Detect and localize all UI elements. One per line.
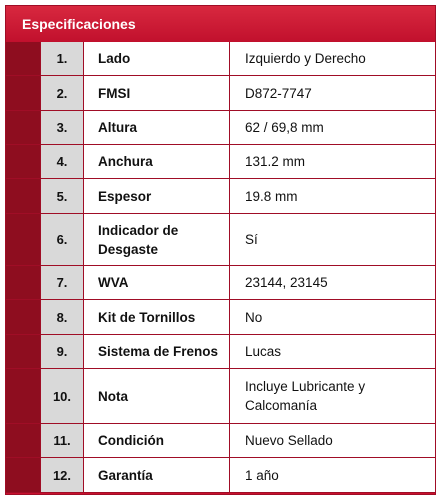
- row-number: 10.: [40, 369, 83, 423]
- row-number: 3.: [40, 111, 83, 144]
- row-label: Kit de Tornillos: [83, 300, 229, 334]
- row-number: 5.: [40, 179, 83, 213]
- row-label: Nota: [83, 369, 229, 423]
- specifications-table: [6, 42, 435, 493]
- row-stub: [6, 179, 40, 213]
- specifications-panel: [5, 5, 436, 495]
- row-number: 4.: [40, 145, 83, 178]
- row-label: Condición: [83, 424, 229, 457]
- row-label: FMSI: [83, 76, 229, 110]
- row-value: 23144, 23145: [229, 266, 435, 299]
- row-value: Lucas: [229, 335, 435, 368]
- row-value: Nuevo Sellado: [229, 424, 435, 457]
- table-row: [6, 214, 435, 266]
- row-value: Incluye Lubricante y Calcomanía: [229, 369, 435, 423]
- row-stub: [6, 111, 40, 144]
- table-row: [6, 266, 435, 300]
- table-row: [6, 458, 435, 493]
- row-label: Espesor: [83, 179, 229, 213]
- row-stub: [6, 145, 40, 178]
- row-value: Izquierdo y Derecho: [229, 42, 435, 75]
- row-number: 7.: [40, 266, 83, 299]
- row-stub: [6, 300, 40, 334]
- row-number: 2.: [40, 76, 83, 110]
- row-stub: [6, 214, 40, 265]
- row-number: 6.: [40, 214, 83, 265]
- row-number: 8.: [40, 300, 83, 334]
- table-row: [6, 179, 435, 214]
- row-label: Sistema de Frenos: [83, 335, 229, 368]
- row-value: 19.8 mm: [229, 179, 435, 213]
- table-row: [6, 42, 435, 76]
- row-number: 12.: [40, 458, 83, 492]
- row-stub: [6, 266, 40, 299]
- table-row: [6, 424, 435, 458]
- row-value: No: [229, 300, 435, 334]
- table-row: [6, 76, 435, 111]
- table-row: [6, 145, 435, 179]
- row-number: 9.: [40, 335, 83, 368]
- row-label: Anchura: [83, 145, 229, 178]
- table-row: [6, 369, 435, 424]
- table-row: [6, 300, 435, 335]
- row-stub: [6, 76, 40, 110]
- row-value: Sí: [229, 214, 435, 265]
- row-label: Altura: [83, 111, 229, 144]
- row-number: 11.: [40, 424, 83, 457]
- row-label: WVA: [83, 266, 229, 299]
- row-stub: [6, 424, 40, 457]
- row-value: 62 / 69,8 mm: [229, 111, 435, 144]
- row-stub: [6, 369, 40, 423]
- table-row: [6, 335, 435, 369]
- row-value: 1 año: [229, 458, 435, 492]
- row-stub: [6, 335, 40, 368]
- row-stub: [6, 458, 40, 492]
- row-label: Lado: [83, 42, 229, 75]
- row-number: 1.: [40, 42, 83, 75]
- row-value: D872-7747: [229, 76, 435, 110]
- panel-title: Especificaciones: [6, 6, 435, 42]
- row-label: Garantía: [83, 458, 229, 492]
- row-value: 131.2 mm: [229, 145, 435, 178]
- row-label: Indicador de Desgaste: [83, 214, 229, 265]
- table-row: [6, 111, 435, 145]
- row-stub: [6, 42, 40, 75]
